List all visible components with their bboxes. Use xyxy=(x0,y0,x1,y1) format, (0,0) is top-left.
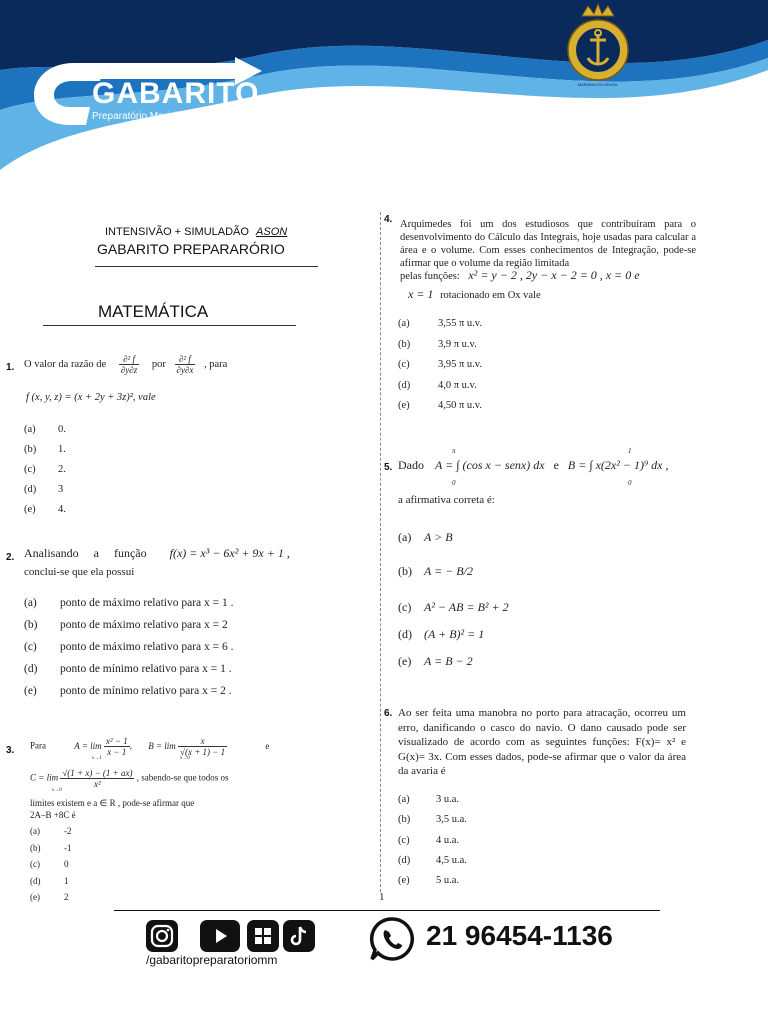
q3-b-sub: x→0 xyxy=(180,756,190,761)
q1-option-c[interactable]: (c) 2. xyxy=(24,464,66,475)
q5-option-a[interactable]: (a) A > B xyxy=(398,530,453,544)
q5-a-upper: π xyxy=(452,447,456,455)
q5-e: e xyxy=(553,458,559,472)
q4-funcs xyxy=(400,269,700,283)
q5-b-lower: 0 xyxy=(628,479,632,487)
q3-option-d[interactable]: (d) 1 xyxy=(30,875,69,886)
navy-seal xyxy=(566,2,630,88)
q5-text: a afirmativa correta é: xyxy=(398,494,495,506)
q3-c-def: C = lim xyxy=(30,772,59,783)
q1-frac2-den: ∂y∂x xyxy=(176,365,194,375)
q3-b-num: x xyxy=(178,736,227,747)
instagram-icon xyxy=(146,920,178,952)
q4-option-d[interactable]: (d) 4,0 π u.v. xyxy=(398,379,477,391)
q6-option-e[interactable]: (e) 5 u.a. xyxy=(398,875,460,887)
q4-last xyxy=(408,288,541,302)
q5-option-d[interactable]: (d) (A + B)² = 1 xyxy=(398,627,485,641)
q6-option-b[interactable]: (b) 3,5 u.a. xyxy=(398,814,467,826)
q5-stem xyxy=(398,458,758,473)
q3-b-frac xyxy=(178,736,227,757)
q4-funcs-eq: x² = y − 2 , 2y − x − 2 = 0 , x = 0 e xyxy=(468,268,640,282)
q6-option-d[interactable]: (d) 4,5 u.a. xyxy=(398,854,467,866)
heading-intensivao xyxy=(105,226,287,238)
q3-a-frac xyxy=(104,736,130,757)
q2-stem xyxy=(24,546,334,561)
q5-a-def: A = ∫ (cos x − senx) dx xyxy=(435,458,545,472)
q3-a-sub: x→1 xyxy=(92,756,102,761)
q3-c-den: x² xyxy=(94,779,101,789)
q4-last-a: x = 1 xyxy=(408,287,434,301)
q6-options xyxy=(398,794,467,895)
heading-ason: ASON xyxy=(256,226,288,238)
q3-b-def: B = lim xyxy=(148,740,176,751)
q3-a-def: A = lim xyxy=(74,740,102,751)
q5-b-def: B = ∫ x(2x² − 1)⁹ dx , xyxy=(567,458,669,472)
q4-option-e[interactable]: (e) 4,50 π u.v. xyxy=(398,400,482,411)
page-number: 1 xyxy=(379,891,385,903)
q1-text-a: O valor da razão de xyxy=(24,358,107,370)
q5-number: 5. xyxy=(384,462,393,473)
q1-text-c: , para xyxy=(204,358,228,370)
q3-c-sub: x→0 xyxy=(52,788,62,793)
footer-divider xyxy=(114,910,660,911)
q6-text: Ao ser feita uma manobra no porto para atracação, ocorreu um erro, danificando o casco do navio. O dano causado pode ser visualizado de acordo com as seguintes funções: F(x)= x² e G(x)= 3x. Com esses dados, pode-se afirmar que o valor da área da avaria é xyxy=(398,707,686,777)
q5-b-upper: 1 xyxy=(628,447,632,455)
q4-options xyxy=(398,318,482,421)
q6-option-a[interactable]: (a) 3 u.a. xyxy=(398,794,460,805)
q1-frac1 xyxy=(119,354,139,375)
q3-option-b[interactable]: (b) -1 xyxy=(30,842,72,853)
q4-last-b: rotacionado em Ox vale xyxy=(440,290,541,301)
q3-text-a: , sabendo-se que todos os xyxy=(136,772,229,783)
q2-option-d[interactable]: (d) ponto de mínimo relativo para x = 1 . xyxy=(24,663,232,675)
q4-funcs-label: pelas funções: xyxy=(400,271,460,282)
q2-text-b: conclui-se que ela possui xyxy=(24,566,135,578)
q1-option-d[interactable]: (d) 3 xyxy=(24,484,64,495)
whatsapp-icon xyxy=(368,916,418,962)
column-divider xyxy=(380,212,381,892)
q5-option-b[interactable]: (b) A = − B/2 xyxy=(398,564,473,578)
kwai-icon xyxy=(247,920,279,952)
subject-divider xyxy=(43,325,296,326)
q5-option-c[interactable]: (c) A² − AB = B² + 2 xyxy=(398,600,509,614)
whatsapp-link[interactable] xyxy=(368,916,418,962)
q1-stem xyxy=(24,354,324,375)
q4-option-a[interactable]: (a) 3,55 π u.v. xyxy=(398,318,482,329)
phone-number[interactable]: 21 96454-1136 xyxy=(426,920,613,951)
q1-option-b[interactable]: (b) 1. xyxy=(24,444,66,455)
q4-text: Arquimedes foi um dos estudiosos que contribuíram para o desenvolvimento do Cálculo das Integrais, hoje usadas para calcular a área e o volume. Com esses conhecimentos de Integração, pode-se afirmar que o volume da região limitada xyxy=(400,219,696,269)
heading-intensivao-text: INTENSIVÃO + SIMULADÃO xyxy=(105,226,249,238)
q5-option-e[interactable]: (e) A = B − 2 xyxy=(398,654,473,668)
brand-tagline: Preparatório Marinha Mercante xyxy=(92,111,231,122)
q6-number: 6. xyxy=(384,708,393,719)
q3-option-e[interactable]: (e) 2 xyxy=(30,892,69,902)
q3-text-b: limites existem e a ∈ R , pode-se afirmar que xyxy=(30,798,195,808)
q1-function: f (x, y, z) = (x + 2y + 3z)², vale xyxy=(26,392,156,403)
q2-function: f(x) = x³ − 6x² + 9x + 1 , xyxy=(169,546,290,560)
brand-name: GABARITO xyxy=(92,77,260,110)
q4-number: 4. xyxy=(384,214,393,225)
q1-option-a[interactable]: (a) 0. xyxy=(24,424,66,435)
q3-c-frac xyxy=(60,768,134,789)
social-handle[interactable]: /gabaritopreparatoriomm xyxy=(146,953,278,967)
subject-title: MATEMÁTICA xyxy=(98,302,209,321)
brand-logo xyxy=(30,55,270,135)
q3-c-num: √(1 + x) − (1 + ax) xyxy=(62,768,133,778)
q6-option-c[interactable]: (c) 4 u.a. xyxy=(398,834,460,846)
heading-divider xyxy=(95,266,318,267)
q2-text-a: Analisando a função xyxy=(24,546,147,560)
q5-dado: Dado xyxy=(398,458,424,472)
q1-frac1-num: ∂² f xyxy=(119,354,139,365)
q3-text-c: 2A–B +8C é xyxy=(30,810,76,820)
q3-a-num: x² − 1 xyxy=(105,736,128,746)
q1-frac2-num: ∂² f xyxy=(175,354,196,365)
q3-e: e xyxy=(265,740,270,751)
q3-line1: Para A = lim $\frac{\text{x² − 1}}{x - 1}$ , B = lim $\frac{x}{√(x + 1) - 1}$ e xyxy=(30,736,270,757)
q1-number: 1. xyxy=(6,362,15,373)
q4-option-c[interactable]: (c) 3,95 π u.v. xyxy=(398,359,482,370)
q3-a-den: x − 1 xyxy=(107,747,127,757)
q3-option-c[interactable]: (c) 0 xyxy=(30,859,69,869)
q1-options xyxy=(24,424,66,524)
q2-option-c[interactable]: (c) ponto de máximo relativo para x = 6 . xyxy=(24,641,234,653)
q3-line2 xyxy=(30,768,330,789)
q4-option-b[interactable]: (b) 3,9 π u.v. xyxy=(398,338,477,350)
anchor-seal-icon xyxy=(566,2,630,88)
q3-options xyxy=(30,826,72,909)
q3-number: 3. xyxy=(6,745,15,756)
kwai-link[interactable] xyxy=(247,920,279,952)
q2-number: 2. xyxy=(6,552,15,563)
q2-option-a[interactable]: (a) ponto de máximo relativo para x = 1 . xyxy=(24,597,234,609)
seal-text: MARINHA DO BRASIL xyxy=(577,82,619,87)
q3-b-den: √(x + 1) − 1 xyxy=(180,747,226,757)
instagram-link[interactable] xyxy=(146,920,178,952)
tiktok-link[interactable] xyxy=(283,920,315,952)
q1-frac2 xyxy=(175,354,196,375)
q2-option-e[interactable]: (e) ponto de mínimo relativo para x = 2 . xyxy=(24,685,232,697)
q5-options xyxy=(398,530,509,681)
youtube-link[interactable] xyxy=(200,920,240,952)
q1-text-b: por xyxy=(151,358,166,370)
q3-option-a[interactable]: (a) -2 xyxy=(30,826,72,836)
tiktok-icon xyxy=(283,920,315,952)
q2-options xyxy=(24,597,234,707)
q3-para: Para xyxy=(30,740,46,751)
q2-option-b[interactable]: (b) ponto de máximo relativo para x = 2 xyxy=(24,619,228,631)
q1-frac1-den: ∂y∂z xyxy=(120,365,138,375)
q1-option-e[interactable]: (e) 4. xyxy=(24,504,66,515)
q5-a-lower: 0 xyxy=(452,479,456,487)
youtube-icon xyxy=(200,920,240,952)
heading-gabarito: GABARITO PREPARARÓRIO xyxy=(97,241,285,257)
